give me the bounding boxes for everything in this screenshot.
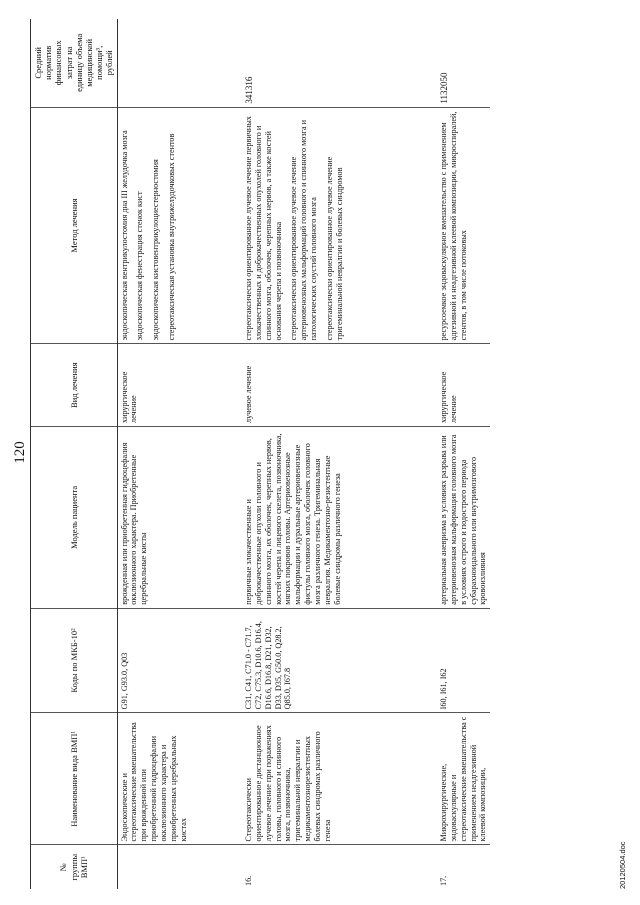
row-model: врожденная или приобретенная гидроцефалия окклюзионного характера. Приобретенные церебральные кисты [117, 427, 242, 609]
row-name: Стереотаксически ориентированное дистанционное лучевое лечение при поражениях головы, головного и спинного мозга, позвоночника, тригеминальной невралгии и медикаментознорезистентных болевых синдромах различного генеза [242, 713, 437, 845]
method-item: стереотаксически ориентированное лучевое лечение артериовенозных мальформаций головного и спинного мозга и патологических соустий головного мозга [289, 119, 319, 341]
row-codes: C31, C41, C71.0 - C71.7, C72, C75.3, D10.6, D16.4, D16.6, D16.8, D21, D32, D33, D35, G50.0, Q28.2, Q85.0, I67.8 [242, 608, 437, 713]
table-header-row [31, 19, 118, 889]
row-model: первичные злокачественные и доброкачественные опухоли головного и спинного мозга, их оболочек, черепных нервов, костей черепа и лицевого скелета, позвоночника, мягких покровов головы. Артериовенозные мальформации и дуральные артериовенозные фистулы головного мозга, оболочек головного мозга различного генеза. Тригеминальная невралгия. Медикаментозно-резистентные болевые синдромы различного генеза [242, 427, 437, 609]
method-item: стереотаксически ориентированное лучевое лечение первичных злокачественных и доброкачественных опухолей головного и спинного мозга, оболочек, черепных нервов, а также костей основания черепа и позвоночника [244, 116, 283, 341]
page-number: 120 [12, 441, 28, 464]
row-type: лучевое лечение [242, 344, 437, 427]
header-type: Вид лечения [31, 344, 118, 427]
table-row [437, 19, 490, 889]
row-type: хирургическое лечение [437, 344, 490, 427]
header-method: Метод лечения [31, 107, 118, 344]
row-name: Микрохирургические, эндоваскулярные и стереотаксические вмешательства с применением неадгезивной клеевой композиции, [437, 713, 490, 845]
row-number: 16. [244, 875, 253, 886]
row-cost: 1132050 [437, 19, 490, 107]
row-codes: G91, G93.0, Q03 [117, 608, 242, 713]
row-model: артериальная аневризма в условиях разрыва или артериовенозная мальформация головного мозга в условиях острого и подострого периода субарахноидального или внутримозгового кровоизлияния [437, 427, 490, 609]
row-cost: 341316 [242, 19, 437, 107]
row-cost [117, 19, 242, 107]
method-item: эндоскопическая вентрикулостомия дна III желудочка мозга [119, 130, 129, 341]
method-item: стереотаксически ориентированное лучевое лечение тригеминальной невралгии и болевых синдромов [324, 156, 344, 341]
row-type: хирургическое лечение [117, 344, 242, 427]
header-cost: Средний норматив финансовых затрат на единицу объема медицинской помощи³, рублей [31, 19, 118, 107]
method-item: эндоскопическая кистовентрикулоциестерностомия [151, 159, 161, 341]
row-methods [117, 107, 242, 344]
row-methods [437, 107, 490, 344]
header-codes: Коды по МКБ-10² [31, 608, 118, 713]
row-number [117, 845, 242, 889]
vmp-table [30, 19, 490, 889]
header-name: Наименование вида ВМП¹ [31, 713, 118, 845]
row-name: Эндоскопические и стереотаксические вмешательства при врожденной или приобретенной гидроцефалии окклюзионного характера и приобретенных церебральных кистах [117, 713, 242, 845]
method-item: эндоскопическая фенестрация стенок кист [135, 191, 145, 341]
row-number: 17. [439, 875, 448, 886]
table-row [242, 19, 437, 889]
row-codes: I60, I61, I62 [437, 608, 490, 713]
method-item: ресурсоемкое эндоваскулярное вмешательство с применением адгезивной и неадгезивной клеевой композиции, микроспиралей, стентов, в том числе потоковых [439, 111, 468, 341]
row-methods [242, 107, 437, 344]
header-model: Модель пациента [31, 427, 118, 609]
method-item: стереотаксическая установка внутрижелудочковых стентов [167, 133, 177, 341]
header-group: № группы ВМП¹ [31, 845, 118, 889]
footer-filename: 20120504.doc [618, 841, 627, 889]
table-row [117, 19, 242, 889]
